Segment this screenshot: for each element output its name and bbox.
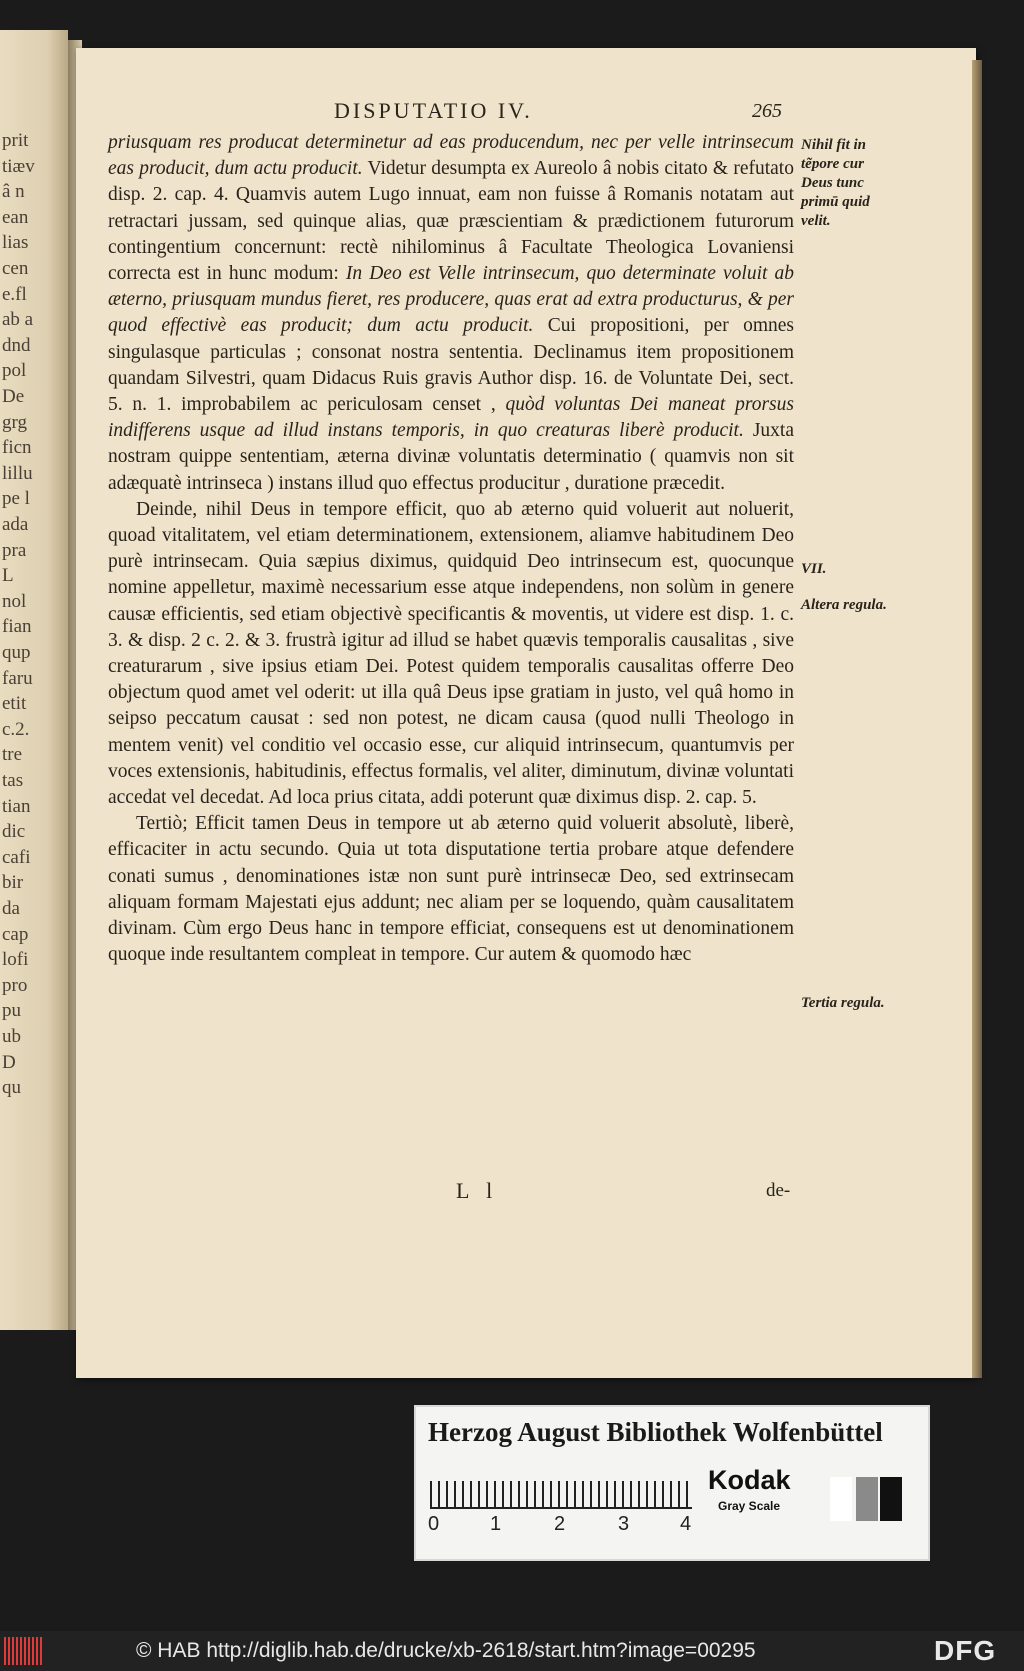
left-page-fragment: c.2. bbox=[2, 718, 30, 740]
ruler-number: 1 bbox=[490, 1513, 502, 1535]
ruler-number: 4 bbox=[680, 1513, 692, 1535]
left-page-fragment: grg bbox=[2, 411, 27, 433]
signature-mark: L l bbox=[456, 1178, 499, 1203]
kodak-logo: Kodak bbox=[708, 1465, 791, 1495]
left-page-fragment: dic bbox=[2, 821, 26, 843]
left-page-fragment: pol bbox=[2, 360, 27, 382]
text-run: priusquam res producat determinetur ad eas producendum, nec per velle intrinsecum eas producit, dum actu producit. bbox=[108, 132, 794, 180]
left-page-fragment: ada bbox=[2, 514, 29, 535]
left-page-fragment: e.fl bbox=[2, 283, 27, 305]
left-page-fragment: tas bbox=[2, 770, 24, 791]
left-page-fragment: ean bbox=[2, 206, 29, 228]
page-number: 265 bbox=[752, 100, 782, 122]
ruler-number: 0 bbox=[428, 1513, 440, 1535]
catchword: de- bbox=[766, 1180, 791, 1201]
barcode-icon bbox=[4, 1637, 44, 1665]
text-run: Videtur desumpta ex Aureolo â nobis citato & refutato disp. 2. cap. 4. Quamvis autem Lugo innuat, eam non fuisse â Romanis notatam aut retractari jussam, sed quinque alias, quæ præscientiam & prædictionem futurorum contingentium concernunt: rectè nihilominus â Facultate Theologica Lovaniensi correcta est in hunc modum: bbox=[108, 158, 794, 285]
paragraph-1 bbox=[108, 130, 794, 497]
color-calibration-card bbox=[414, 1405, 930, 1561]
dfg-logo: DFG bbox=[934, 1635, 997, 1666]
left-page-fragment: L bbox=[2, 565, 14, 587]
left-page-fragment: lillu bbox=[2, 462, 33, 484]
scale-ruler bbox=[430, 1467, 692, 1509]
left-page-fragment: tre bbox=[2, 744, 23, 766]
paragraph-2: Deinde, nihil Deus in tempore efficit, quo ab æterno quid voluerit aut noluerit, quoad vitalitatem, vel etiam determinationem, extensionem, aliamve habitudinem Deo purè intrinsecam. Quia sæpius diximus, quidquid Deo intrinsecum est, quocunque nomine appelletur, maximè necessarium esse atque independens, non solùm in genere causæ efficientis, sed etiam objectivè specificantis & moventis, ut videre est disp. 1. c. 3. & disp. 2 c. 2. & 3. frustrà igitur ad illud se habet quævis temporalis causalitas , sive creaturarum , sive ipsius etiam Dei. Potest quidem temporalis causalitas offerre Deo objectum quod amet vel oderit: ut illa quâ Deus ipse gratiam in justo, vel quâ homo in seipso peccatum causat : sed non potest, ne dicam causa (quod nulli Theologo in mentem venit) vel conditio vel occasio esse, cur aliquid intrinsecum, quantumvis per voces extensionis, habitudinis, effectus formalis, vel aliter, diminutum, divinæ voluntati accedat vel decedat. Ad loca prius citata, addi poterunt quæ diximus disp. 2. cap. 5. bbox=[108, 498, 794, 809]
left-page-fragment: cen bbox=[2, 258, 29, 279]
left-page-fragment: prit bbox=[2, 130, 29, 151]
margin-note-nihil-fit: Nihil fit in tẽpore cur Deus tunc primū quid velit. bbox=[801, 137, 870, 229]
left-page-fragment: â n bbox=[2, 181, 25, 203]
left-page-fragment: qu bbox=[2, 1077, 21, 1099]
text-run: quòd voluntas Dei maneat prorsus indifferens usque ad illud instans temporis, in quo creaturas liberè producit. bbox=[108, 394, 794, 442]
text-run: In Deo est Velle intrinsecum, quo determinate voluit ab æterno, priusquam mundus fieret, res producere, quas erat ad extra producturus, & per quod effectivè eas producit; dum actu producit. bbox=[108, 263, 795, 337]
left-page-fragment: cap bbox=[2, 923, 29, 945]
left-page-fragment: tiæv bbox=[2, 155, 35, 177]
left-page-fragment: qup bbox=[2, 642, 31, 663]
left-page-fragment: dnd bbox=[2, 334, 31, 356]
page-edge bbox=[972, 60, 982, 1378]
left-page-fragment: tian bbox=[2, 795, 31, 817]
left-adjoining-page bbox=[0, 30, 68, 1330]
book-page bbox=[76, 48, 976, 1378]
gray-swatch-white bbox=[830, 1477, 852, 1521]
text-run: Juxta nostram quippe sententiam, æterna divinæ voluntatis determinatio ( quamvis non sit adæquatè intrinseca ) instans illud quo effectus producitur , duratione præcedit. bbox=[108, 420, 795, 494]
left-page-fragment: faru bbox=[2, 667, 33, 689]
left-page-fragment: etit bbox=[2, 693, 27, 715]
left-page-fragment: da bbox=[2, 898, 20, 919]
margin-note-vii: VII. bbox=[801, 561, 827, 577]
left-page-fragment: ub bbox=[2, 1026, 21, 1047]
left-page-fragment: fian bbox=[2, 616, 32, 638]
paragraph-3: Tertiò; Efficit tamen Deus in tempore ut ab æterno quid voluerit absolutè, liberè, efficaciter in actu secundo. Quia ut tota disputatione tertia probare atque defendere conati sumus , denominationes istæ non sunt purè intrinsecæ Deo, sed extrinsecam aliquam formam Majestati ejus addunt; nec aliam per se loquendo, quàm causalitatem divinam. Cùm ergo Deus hanc in tempore efficiat, consequens est ut denominationem quoque inde resultantem compleat in tempore. Cur autem & quomodo hæc bbox=[108, 813, 794, 966]
ruler-number: 2 bbox=[554, 1513, 566, 1535]
left-page-fragment: pro bbox=[2, 974, 28, 996]
left-page-fragment: pra bbox=[2, 539, 27, 561]
left-page-fragment: bir bbox=[2, 872, 24, 894]
left-page-fragment: lias bbox=[2, 232, 29, 254]
left-page-fragment: ficn bbox=[2, 437, 32, 459]
page-body bbox=[108, 130, 794, 969]
gray-swatch-mid bbox=[856, 1477, 878, 1521]
left-page-fragment: De bbox=[2, 386, 25, 407]
text-run: Cui propositioni, per omnes singulasque particulas ; consonat nostra sententia. Declinamus item propositionem quandam Silvestri, quam Didacus Ruis gravis Author disp. 16. de Voluntate Dei, sect. 5. n. 1. improbabilem ac periculosam censet , bbox=[108, 315, 794, 416]
running-title: DISPUTATIO IV. bbox=[334, 98, 533, 123]
ruler-number: 3 bbox=[618, 1513, 630, 1535]
left-page-fragment: nol bbox=[2, 590, 27, 612]
left-page-fragment: lofi bbox=[2, 949, 29, 971]
left-page-fragment: pu bbox=[2, 1000, 21, 1022]
left-page-fragment: ab a bbox=[2, 309, 34, 331]
margin-note-tertia-regula: Tertia regula. bbox=[801, 995, 885, 1011]
margin-note-altera-regula: Altera regula. bbox=[801, 597, 887, 613]
library-name: Herzog August Bibliothek Wolfenbüttel bbox=[428, 1417, 883, 1447]
footer-bar bbox=[0, 1631, 1024, 1671]
gray-scale-label: Gray Scale bbox=[718, 1499, 781, 1513]
left-page-fragment: pe l bbox=[2, 488, 30, 510]
left-page-fragment: D bbox=[2, 1051, 16, 1073]
source-url[interactable]: © HAB http://diglib.hab.de/drucke/xb-2618/start.htm?image=00295 bbox=[136, 1639, 756, 1662]
gray-swatch-black bbox=[880, 1477, 902, 1521]
left-page-fragment: cafi bbox=[2, 846, 31, 868]
